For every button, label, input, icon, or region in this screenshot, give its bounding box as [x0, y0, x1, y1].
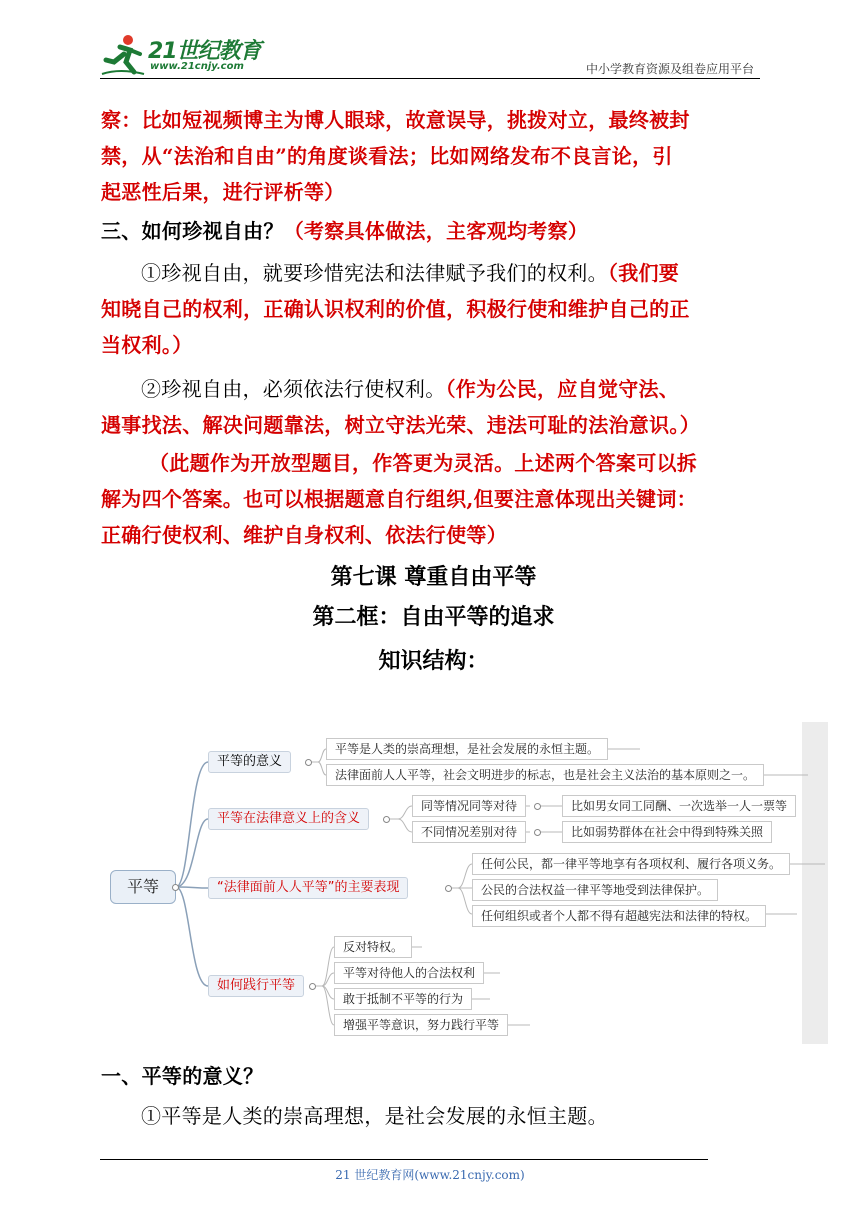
body-line: 起恶性后果，进行评析等） [101, 180, 345, 204]
leaf-legal-2-example[interactable]: 比如弱势群体在社会中得到特殊关照 [562, 821, 772, 843]
question-1-answer-1: ①平等是人类的崇高理想，是社会发展的永恒主题。 [141, 1104, 608, 1128]
branch-meaning[interactable]: 平等的意义 [208, 751, 291, 773]
question-3-title: 三、如何珍视自由？ [101, 219, 284, 243]
leaf-practice-3[interactable]: 敢于抵制不平等的行为 [334, 988, 472, 1010]
leaf-legal-2[interactable]: 不同情况差别对待 [412, 821, 526, 843]
header-platform-text: 中小学教育资源及组卷应用平台 [585, 62, 754, 76]
question-3-note: （考察具体做法，主客观均考察） [283, 219, 589, 243]
body-line: 察：比如短视频博主为博人眼球，故意误导，挑拨对立，最终被封 [101, 108, 690, 132]
leaf-legal-1[interactable]: 同等情况同等对待 [412, 795, 526, 817]
body-line: 禁，从“法治和自由”的角度谈看法；比如网络发布不良言论，引 [101, 144, 673, 168]
question-1-title: 一、平等的意义？ [101, 1064, 264, 1088]
leaf-practice-1[interactable]: 反对特权。 [334, 936, 412, 958]
runner-logo-icon [100, 32, 146, 78]
branch-main-manifestation[interactable]: “法律面前人人平等”的主要表现 [208, 877, 408, 899]
collapse-dot-icon[interactable] [305, 759, 312, 766]
answer-2 [101, 371, 766, 407]
lesson-title: 第七课 尊重自由平等 [330, 565, 537, 590]
collapse-dot-icon[interactable] [534, 803, 541, 810]
leaf-meaning-2[interactable]: 法律面前人人平等，社会文明进步的标志，也是社会主义法治的基本原则之一。 [326, 764, 764, 786]
question-3-heading [101, 213, 766, 249]
answer-2-text: ②珍视自由，必须依法行使权利。 [141, 377, 446, 401]
answer-2-note-line: 遇事找法、解决问题靠法，树立守法光荣、违法可耻的法治意识。） [101, 413, 700, 437]
collapse-dot-icon[interactable] [445, 885, 452, 892]
footer-divider [100, 1159, 708, 1160]
collapse-dot-icon[interactable] [534, 829, 541, 836]
structure-title: 知识结构： [378, 649, 489, 674]
knowledge-mindmap [100, 722, 828, 1044]
leaf-manifestation-2[interactable]: 公民的合法权益一律平等地受到法律保护。 [472, 879, 718, 901]
leaf-legal-1-example[interactable]: 比如男女同工同酬、一次选举一人一票等 [562, 795, 796, 817]
tip-line: 正确行使权利、维护自身权利、依法行使等） [101, 523, 507, 547]
leaf-manifestation-3[interactable]: 任何组织或者个人都不得有超越宪法和法律的特权。 [472, 905, 766, 927]
leaf-meaning-1[interactable]: 平等是人类的崇高理想，是社会发展的永恒主题。 [326, 738, 608, 760]
section-title: 第二框：自由平等的追求 [312, 605, 555, 630]
logo-text: 21世纪教育 [148, 39, 261, 64]
tip-line: （此题作为开放型题目，作答更为灵活。上述两个答案可以拆 [149, 451, 698, 475]
logo-url: www.21cnjy.com [150, 61, 244, 72]
leaf-practice-2[interactable]: 平等对待他人的合法权利 [334, 962, 484, 984]
collapse-dot-icon[interactable] [383, 816, 390, 823]
answer-1-text: ①珍视自由，就要珍惜宪法和法律赋予我们的权利。 [141, 261, 608, 285]
page-header [100, 30, 760, 80]
branch-practice[interactable]: 如何践行平等 [208, 975, 304, 997]
header-divider [100, 78, 760, 79]
branch-legal-meaning[interactable]: 平等在法律意义上的含义 [208, 808, 369, 830]
site-logo [100, 30, 300, 80]
answer-1-note-line: 知晓自己的权利，正确认识权利的价值，积极行使和维护自己的正 [101, 297, 690, 321]
leaf-practice-4[interactable]: 增强平等意识，努力践行平等 [334, 1014, 508, 1036]
leaf-manifestation-1[interactable]: 任何公民，都一律平等地享有各项权利、履行各项义务。 [472, 853, 790, 875]
answer-2-note: （作为公民，应自觉守法、 [445, 377, 680, 401]
document-body [101, 102, 766, 681]
tip-line: 解为四个答案。也可以根据题意自行组织,但要注意体现出关键词： [101, 487, 697, 511]
footer-site[interactable]: 21 世纪教育网(www.21cnjy.com) [335, 1168, 525, 1182]
collapse-dot-icon[interactable] [172, 884, 179, 891]
collapse-dot-icon[interactable] [309, 983, 316, 990]
answer-1 [101, 255, 766, 291]
answer-1-note: （我们要 [607, 261, 680, 285]
mindmap-root[interactable]: 平等 [110, 870, 176, 904]
answer-1-note-line: 当权利。） [101, 333, 193, 357]
document-body-lower [101, 1058, 766, 1134]
